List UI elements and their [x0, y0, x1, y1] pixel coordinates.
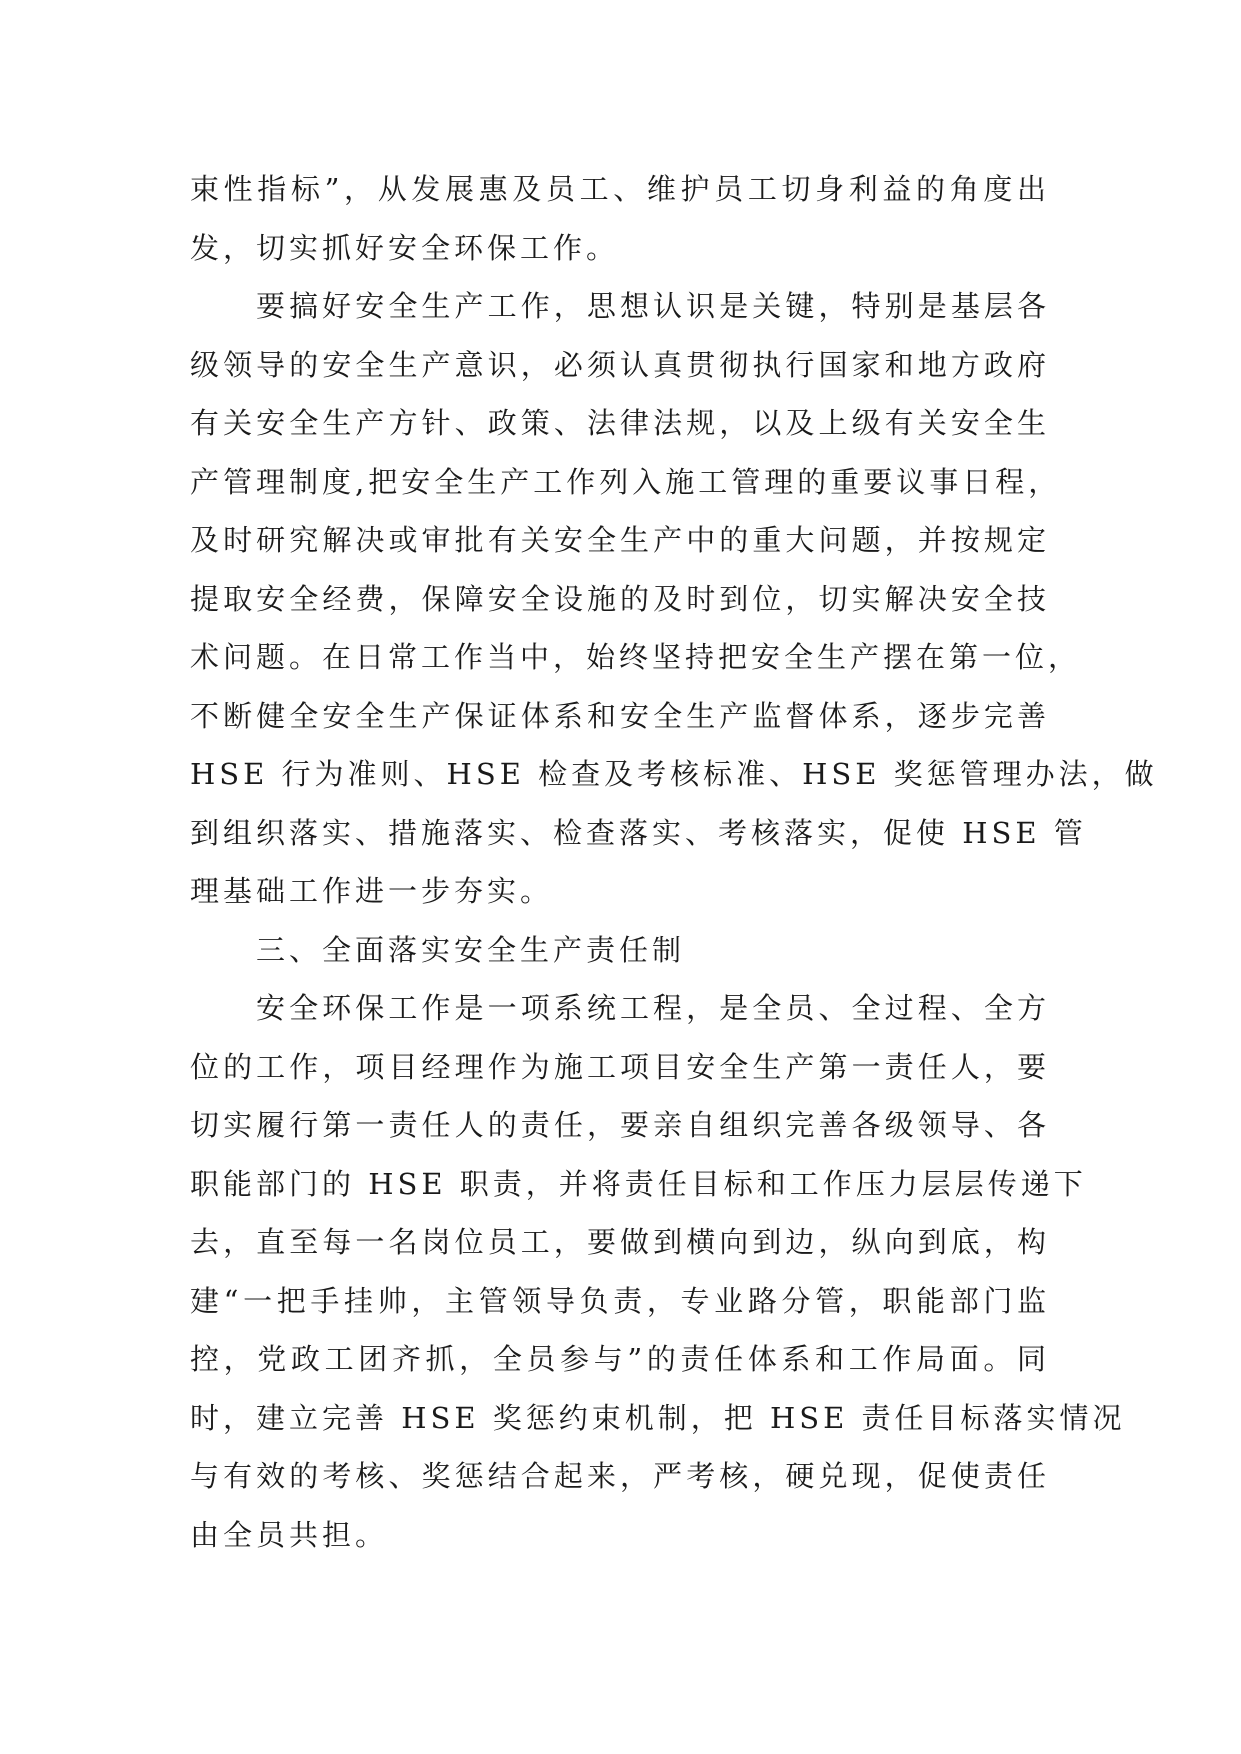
text-line: 提取安全经费，保障安全设施的及时到位，切实解决安全技 [190, 581, 1050, 616]
text-line: 到组织落实、措施落实、检查落实、考核落实，促使 HSE 管 [190, 815, 1087, 850]
text-line: 建“一把手挂帅，主管领导负责，专业路分管，职能部门监 [190, 1283, 1050, 1318]
text-line: 时，建立完善 HSE 奖惩约束机制，把 HSE 责任目标落实情况 [190, 1400, 1126, 1435]
text-line: 及时研究解决或审批有关安全生产中的重大问题，并按规定 [190, 523, 1050, 557]
paragraph-continuation [190, 160, 1050, 277]
text-line: 三、全面落实安全生产责任制 [256, 932, 686, 967]
text-line: 级领导的安全生产意识，必须认真贯彻执行国家和地方政府 [190, 347, 1050, 382]
text-line: 要搞好安全生产工作，思想认识是关键，特别是基层各 [256, 289, 1050, 323]
document-body [190, 160, 1158, 1564]
text-line: 控，党政工团齐抓，全员参与”的责任体系和工作局面。同 [190, 1342, 1050, 1376]
text-line: 职能部门的 HSE 职责，并将责任目标和工作压力层层传递下 [190, 1166, 1087, 1201]
text-line: 产管理制度,把安全生产工作列入施工管理的重要议事日程， [190, 464, 1062, 499]
text-line: 由全员共担。 [190, 1517, 389, 1552]
text-line: 切实履行第一责任人的责任，要亲自组织完善各级领导、各 [190, 1108, 1050, 1142]
text-line: 位的工作，项目经理作为施工项目安全生产第一责任人，要 [190, 1049, 1050, 1084]
paragraph-responsibility-system [190, 979, 1126, 1564]
text-line: 与有效的考核、奖惩结合起来，严考核，硬兑现，促使责任 [190, 1459, 1050, 1493]
text-line: 发，切实抓好安全环保工作。 [190, 230, 620, 265]
text-line: HSE 行为准则、HSE 检查及考核标准、HSE 奖惩管理办法，做 [190, 757, 1158, 791]
text-line: 术问题。在日常工作当中，始终坚持把安全生产摆在第一位， [190, 640, 1082, 674]
paragraph-safety-awareness [190, 277, 1158, 921]
section-heading-responsibility [190, 921, 1050, 980]
text-line: 束性指标”，从发展惠及员工、维护员工切身利益的角度出 [190, 172, 1050, 206]
text-line: 安全环保工作是一项系统工程，是全员、全过程、全方 [256, 991, 1050, 1025]
text-line: 不断健全安全生产保证体系和安全生产监督体系，逐步完善 [190, 698, 1050, 733]
text-line: 有关安全生产方针、政策、法律法规，以及上级有关安全生 [190, 406, 1050, 440]
text-line: 理基础工作进一步夯实。 [190, 874, 554, 908]
text-line: 去，直至每一名岗位员工，要做到横向到边，纵向到底，构 [190, 1225, 1050, 1259]
